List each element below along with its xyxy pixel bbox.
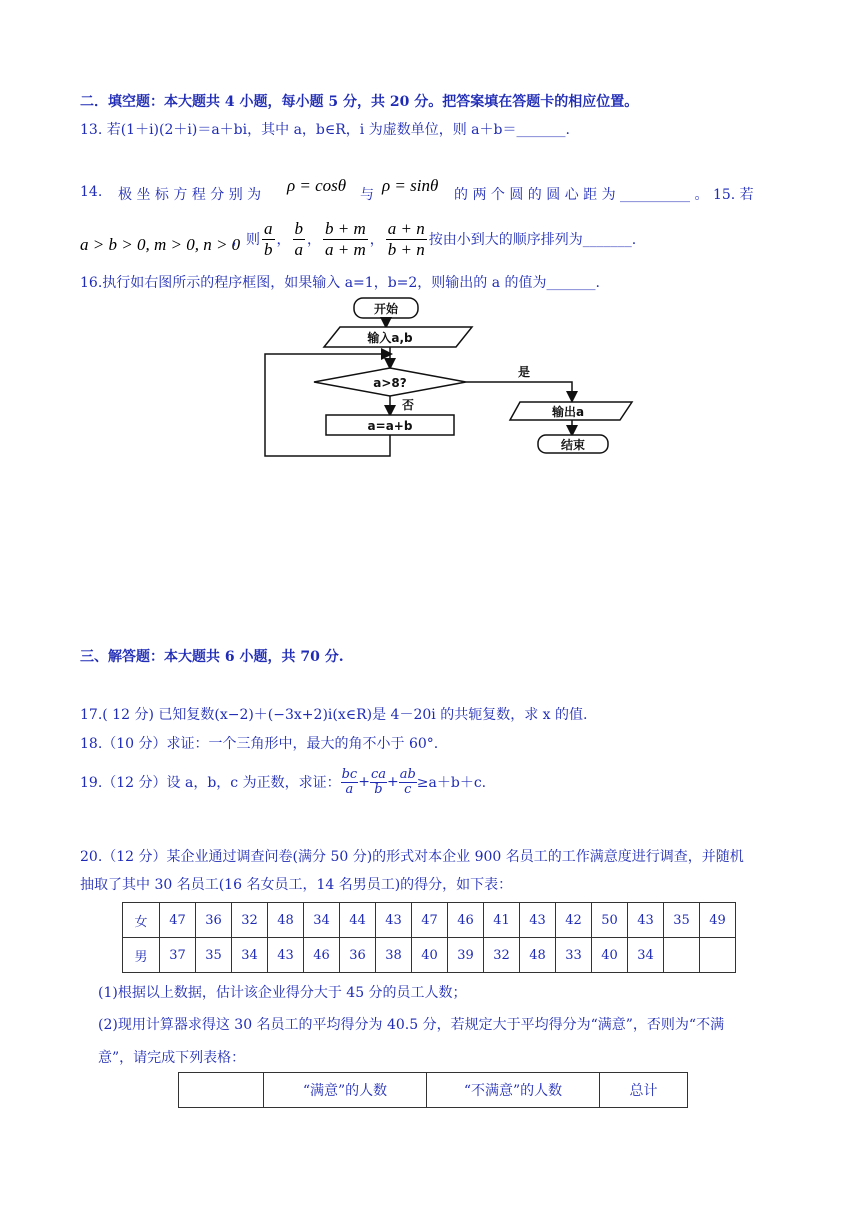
- section-2-heading: 二．填空题：本大题共 4 小题，每小题 5 分，共 20 分。把答案填在答题卡的相应位置。: [80, 94, 639, 110]
- satisfaction-header-unsatisfied: “不满意”的人数: [427, 1073, 600, 1108]
- score-cell: 48: [520, 938, 556, 973]
- section-3-heading: 三、解答题：本大题共 6 小题，共 70 分.: [80, 649, 344, 665]
- question-15-then: ，则: [232, 232, 260, 248]
- question-20-line-2: 抽取了其中 30 名员工(16 名女员工，14 名男员工)的得分，如下表：: [80, 877, 513, 893]
- question-15-tail: 按由小到大的顺序排列为_______.: [428, 232, 637, 248]
- score-cell: 44: [340, 903, 376, 938]
- question-14-number: 14.: [80, 184, 103, 200]
- question-14-equation-1: ρ = cosθ: [287, 176, 347, 195]
- question-14-text-b: 与: [360, 187, 374, 203]
- score-cell: 39: [448, 938, 484, 973]
- plus-sign: +: [386, 774, 399, 790]
- satisfaction-header-blank: [179, 1073, 264, 1108]
- satisfaction-header-row: [179, 1073, 688, 1108]
- flow-end-label: 结束: [560, 438, 586, 452]
- fraction-a-over-b: $\frac{a}{b}$: [264, 218, 273, 259]
- flow-no-label: 否: [401, 398, 415, 412]
- question-18: 18.（10 分）求证：一个三角形中，最大的角不小于 60°.: [80, 736, 439, 752]
- score-cell: 49: [700, 903, 736, 938]
- score-cell: 34: [232, 938, 268, 973]
- score-cell: 42: [556, 903, 592, 938]
- question-19-tail: ≥a＋b＋c.: [416, 775, 487, 791]
- score-cell: 32: [232, 903, 268, 938]
- question-14-text-c: 的 两 个 圆 的 圆 心 距 为 __________ 。 15. 若: [454, 187, 754, 203]
- satisfaction-header-total: 总计: [600, 1073, 688, 1108]
- flow-assign-label: a=a+b: [367, 419, 413, 433]
- score-cell: 37: [160, 938, 196, 973]
- flow-decision-label: a>8?: [373, 376, 407, 390]
- satisfaction-header-satisfied: “满意”的人数: [264, 1073, 427, 1108]
- score-cell: 43: [520, 903, 556, 938]
- fraction-ca-over-b: $\frac{ca}{b}$: [370, 766, 386, 797]
- fraction-ab-over-c: $\frac{ab}{c}$: [399, 766, 416, 797]
- score-cell: 34: [628, 938, 664, 973]
- score-cell: 46: [304, 938, 340, 973]
- separator: ，: [307, 232, 321, 248]
- female-row: [123, 903, 736, 938]
- score-cell: 38: [376, 938, 412, 973]
- female-row-label: 女: [123, 903, 160, 938]
- score-cell: 33: [556, 938, 592, 973]
- question-19: [80, 762, 486, 802]
- separator: ，: [276, 232, 291, 248]
- flow-start-label: 开始: [373, 302, 399, 316]
- fraction-an-over-bn: $\frac{a + n}{b + n}$: [387, 218, 425, 259]
- score-cell: 43: [268, 938, 304, 973]
- plus-sign: +: [358, 774, 370, 790]
- score-cell: 35: [196, 938, 232, 973]
- question-13: 13. 若(1＋i)(2＋i)＝a＋bi，其中 a，b∈R，i 为虚数单位，则 a＋b＝_______.: [80, 122, 570, 138]
- question-14-equation-2: ρ = sinθ: [382, 176, 439, 195]
- score-cell: [664, 938, 700, 973]
- score-table: [122, 902, 736, 973]
- score-cell: 48: [268, 903, 304, 938]
- score-cell: 36: [196, 903, 232, 938]
- score-cell: 40: [412, 938, 448, 973]
- score-cell: 47: [412, 903, 448, 938]
- score-cell: 46: [448, 903, 484, 938]
- question-20-part-1: (1)根据以上数据，估计该企业得分大于 45 分的员工人数；: [98, 985, 467, 1001]
- score-cell: 40: [592, 938, 628, 973]
- score-cell: 34: [304, 903, 340, 938]
- question-14-text-a: 极 坐 标 方 程 分 别 为: [118, 187, 262, 203]
- question-20-part-2-line-2: 意”，请完成下列表格：: [98, 1050, 246, 1066]
- score-cell: 43: [376, 903, 412, 938]
- score-cell: [700, 938, 736, 973]
- score-cell: 35: [664, 903, 700, 938]
- separator: ，: [369, 232, 384, 248]
- score-cell: 47: [160, 903, 196, 938]
- question-16: 16.执行如右图所示的程序框图，如果输入 a=1，b=2，则输出的 a 的值为_______.: [80, 275, 600, 291]
- question-20-line-1: 20.（12 分）某企业通过调查问卷(满分 50 分)的形式对本企业 900 名员工的工作满意度进行调查，并随机: [80, 849, 744, 865]
- satisfaction-table: [178, 1072, 688, 1108]
- flow-output-label: 输出a: [551, 405, 585, 419]
- program-flowchart: [0, 0, 860, 470]
- flow-input-label: 输入a,b: [367, 331, 413, 345]
- flow-yes-label: 是: [517, 365, 531, 379]
- score-cell: 41: [484, 903, 520, 938]
- question-20-part-2-line-1: (2)现用计算器求得这 30 名员工的平均得分为 40.5 分，若规定大于平均得分为“满意”，否则为“不满: [98, 1017, 725, 1033]
- male-row: [123, 938, 736, 973]
- fraction-bc-over-a: $\frac{bc}{a}$: [341, 766, 358, 797]
- question-17: 17.( 12 分) 已知复数(x−2)＋(−3x+2)i(x∈R)是 4－20i 的共轭复数，求 x 的值.: [80, 707, 588, 723]
- male-row-label: 男: [123, 938, 160, 973]
- score-cell: 50: [592, 903, 628, 938]
- question-15-condition: a > b > 0, m > 0, n > 0: [80, 235, 241, 254]
- score-cell: 43: [628, 903, 664, 938]
- question-19-lead: 19.（12 分）设 a，b，c 为正数，求证：: [80, 775, 341, 791]
- fraction-bm-over-am: $\frac{b + m}{a + m}$: [325, 218, 366, 259]
- fraction-b-over-a: $\frac{b}{a}$: [294, 218, 303, 259]
- score-cell: 36: [340, 938, 376, 973]
- score-cell: 32: [484, 938, 520, 973]
